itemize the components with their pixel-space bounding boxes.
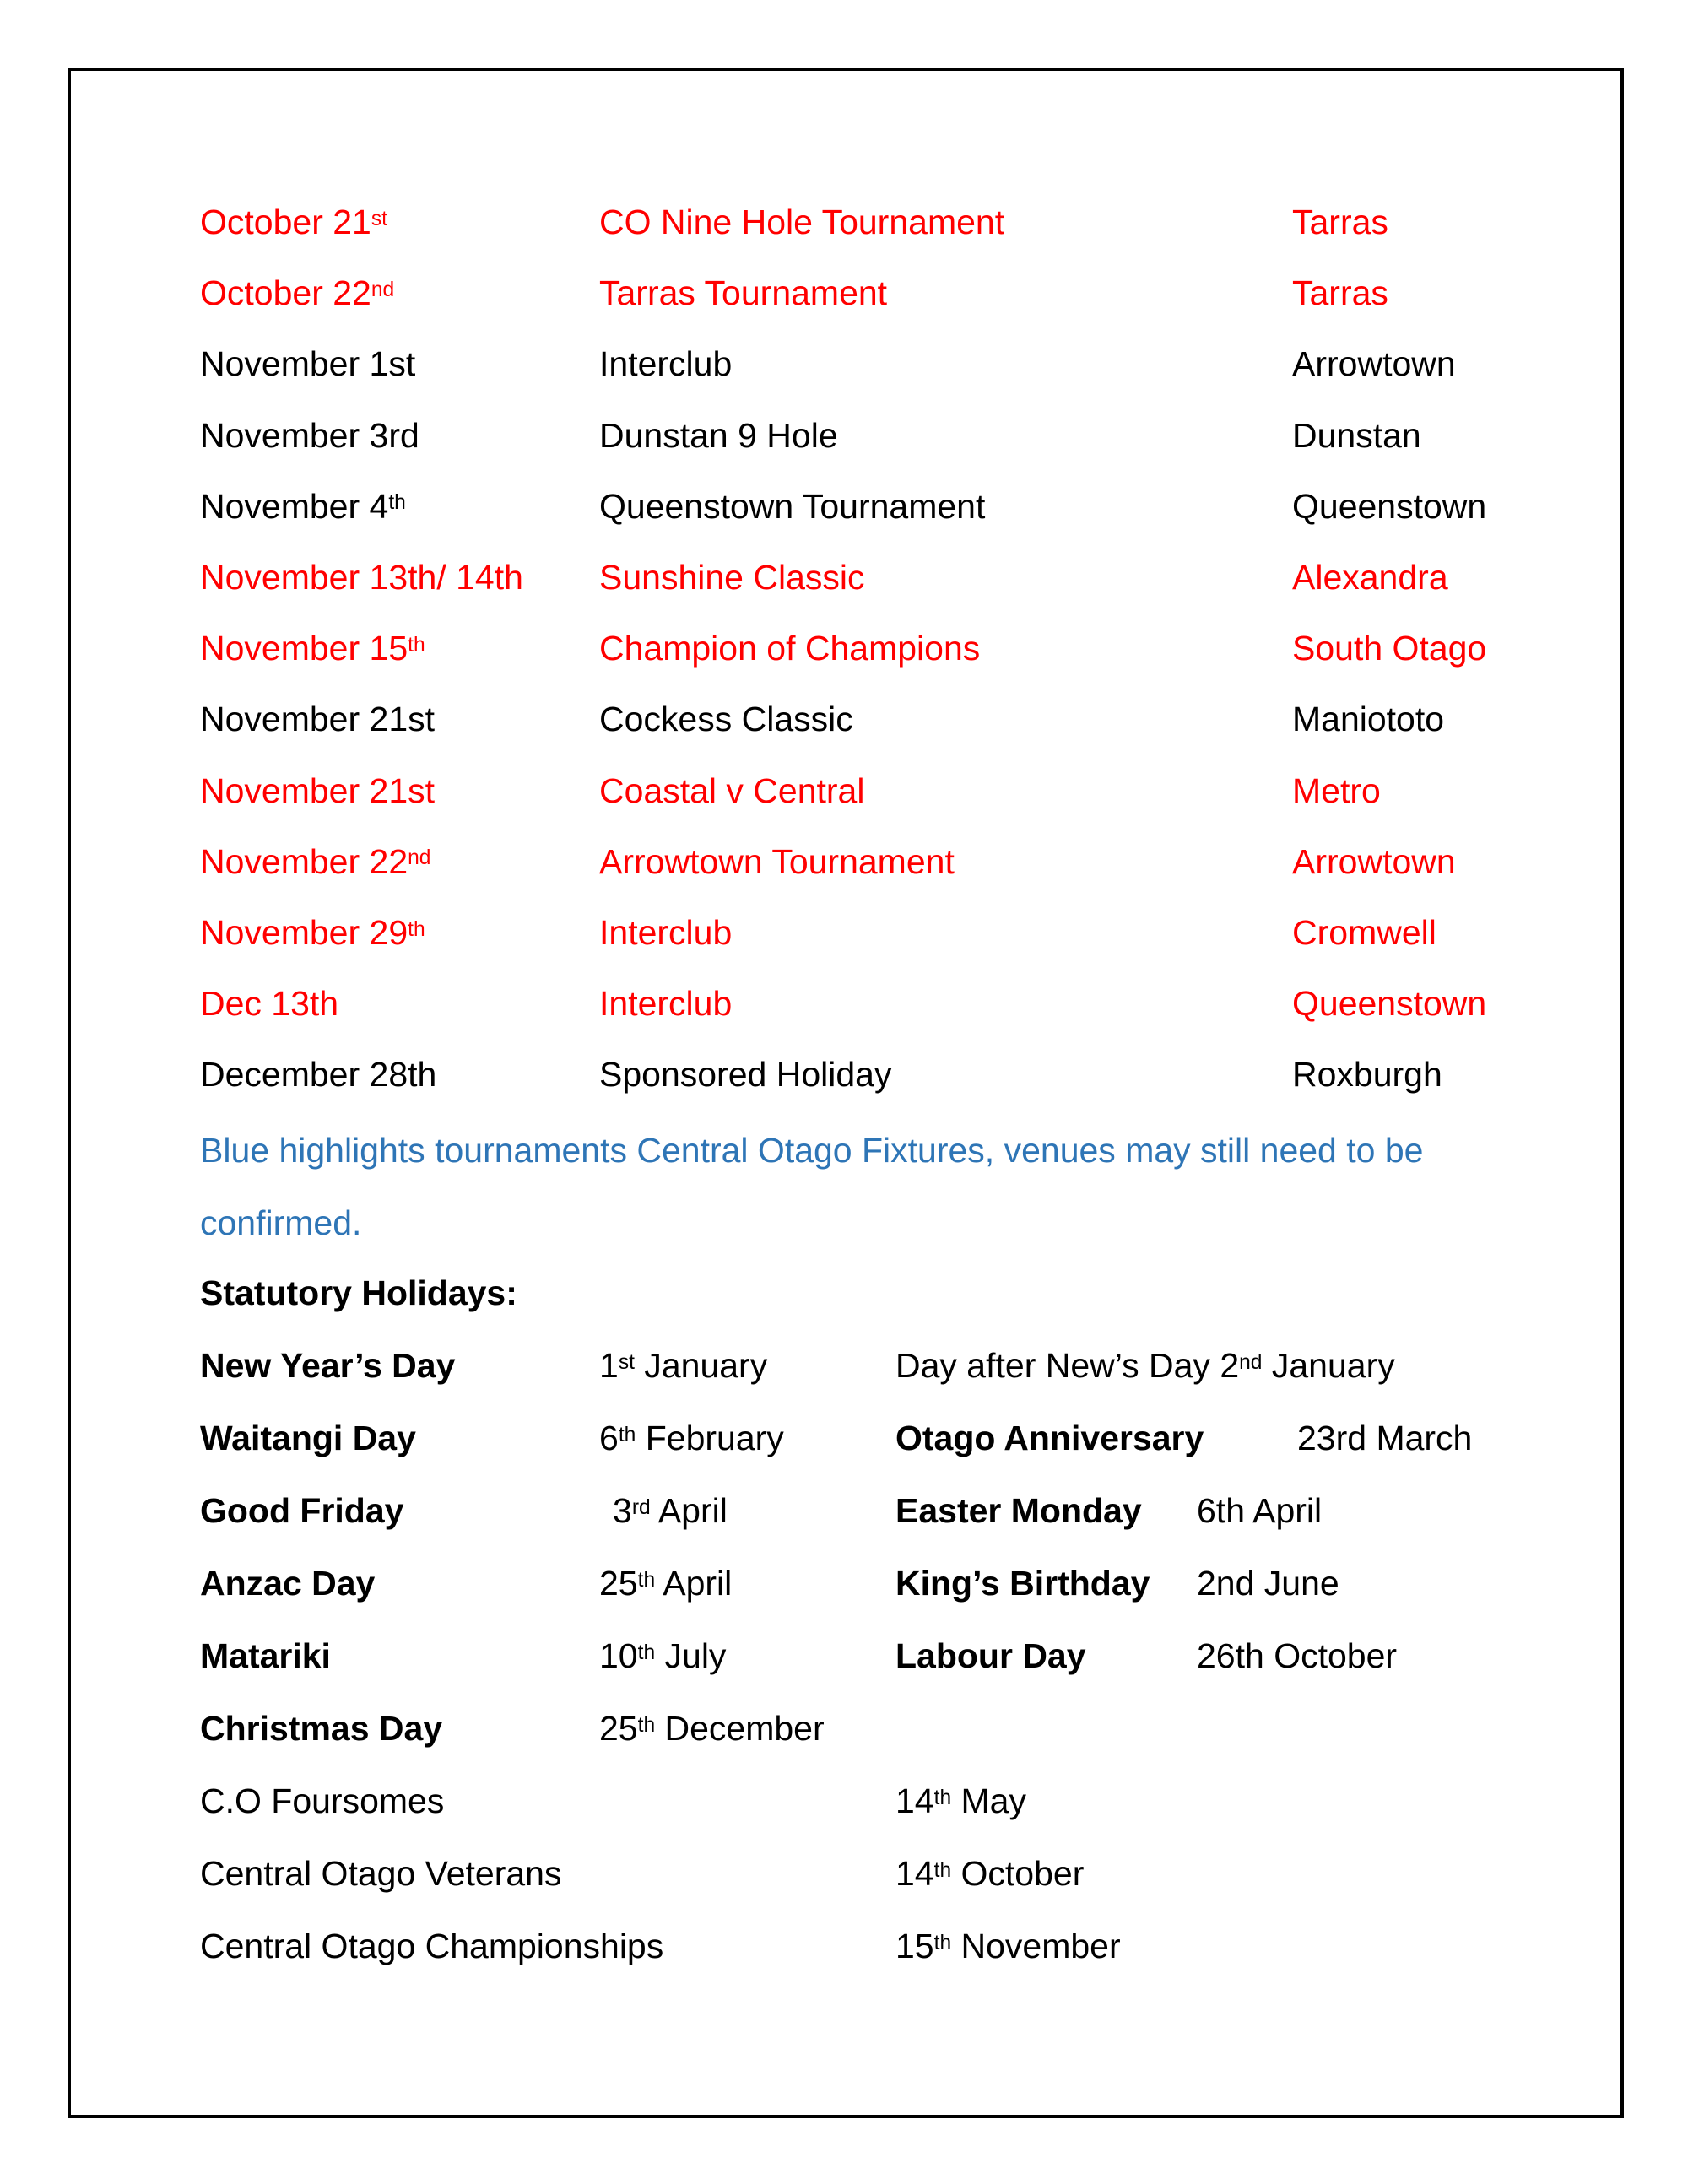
text-segment: Christmas Day <box>200 1709 443 1748</box>
holiday-date <box>895 1929 1121 1964</box>
fixture-date <box>200 984 339 1024</box>
fixture-row <box>200 984 1626 1046</box>
fixture-date <box>200 702 435 737</box>
fixture-date <box>200 415 419 455</box>
text-segment: January <box>1262 1346 1395 1385</box>
holiday-date <box>599 1566 732 1601</box>
fixture-date <box>200 841 431 881</box>
statutory-heading: Statutory Holidays: <box>200 1273 517 1312</box>
fixture-venue: Queenstown <box>1292 486 1487 526</box>
fixture-venue: Arrowtown <box>1292 841 1456 881</box>
fixture-venue: Maniototo <box>1292 700 1445 739</box>
text-segment: November 4 <box>200 486 389 526</box>
holiday-name <box>895 1636 1086 1675</box>
fixture-event: Interclub <box>599 913 733 952</box>
text-segment: January <box>634 1346 768 1385</box>
fixture-event: Coastal v Central <box>599 770 865 810</box>
ordinal-superscript: th <box>408 917 425 941</box>
text-segment: King’s Birthday <box>895 1564 1150 1603</box>
fixture-venue: Tarras <box>1292 203 1388 241</box>
text-segment: Labour Day <box>895 1636 1086 1675</box>
holiday-date <box>895 1781 1026 1820</box>
ordinal-superscript: st <box>371 207 387 230</box>
ordinal-superscript: th <box>408 633 425 657</box>
text-segment: November 22 <box>200 841 408 881</box>
holiday-name <box>200 1636 331 1675</box>
text-segment: 1 <box>599 1346 619 1385</box>
text-segment: New Year’s Day <box>200 1346 456 1385</box>
holiday-name <box>200 1421 416 1456</box>
text-segment: Easter Monday <box>895 1491 1142 1530</box>
fixture-event: Interclub <box>599 984 733 1024</box>
text-segment: 3 <box>613 1491 632 1530</box>
fixture-date <box>200 486 406 526</box>
text-segment: 14 <box>895 1781 934 1820</box>
holiday-name <box>200 1346 456 1385</box>
holiday-date <box>613 1491 728 1530</box>
ordinal-superscript: th <box>618 1423 636 1446</box>
fixture-event: Arrowtown Tournament <box>599 841 955 881</box>
ordinal-superscript: nd <box>1239 1350 1263 1374</box>
fixture-venue: Cromwell <box>1292 913 1436 952</box>
text-segment: 6 <box>599 1419 619 1457</box>
text-segment: May <box>951 1781 1026 1820</box>
holiday-row <box>200 1781 1626 1843</box>
text-segment: 26th October <box>1197 1636 1398 1675</box>
holiday-row <box>200 1421 1626 1480</box>
fixture-row <box>200 560 1626 619</box>
ordinal-superscript: nd <box>371 278 395 301</box>
text-segment: July <box>655 1636 727 1675</box>
fixture-date <box>200 631 425 666</box>
text-segment: April <box>655 1564 733 1603</box>
ordinal-superscript: nd <box>408 846 431 870</box>
fixture-venue: Arrowtown <box>1292 344 1456 384</box>
text-segment: Day after New’s Day 2 <box>895 1346 1240 1385</box>
fixture-event: Sponsored Holiday <box>599 1055 892 1095</box>
text-segment: 25 <box>599 1564 638 1603</box>
holiday-date <box>1197 1566 1339 1601</box>
holiday-name <box>895 1566 1150 1601</box>
fixture-event: Tarras Tournament <box>599 273 888 313</box>
fixture-event: Champion of Champions <box>599 629 981 668</box>
fixture-date <box>200 560 523 595</box>
fixture-date <box>200 1055 437 1095</box>
fixture-date <box>200 770 436 810</box>
text-segment: Waitangi Day <box>200 1419 416 1457</box>
fixture-event: Sunshine Classic <box>599 558 865 597</box>
holiday-name <box>200 1491 404 1530</box>
fixture-date <box>200 913 425 952</box>
fixture-event: CO Nine Hole Tournament <box>599 203 1005 241</box>
holiday-date <box>1297 1421 1472 1456</box>
fixture-event: Queenstown Tournament <box>599 486 986 526</box>
holiday-row <box>200 1711 1626 1770</box>
holiday-row <box>200 1854 1626 1916</box>
text-segment: November <box>951 1927 1121 1965</box>
holiday-date <box>599 1636 727 1675</box>
holiday-date <box>895 1346 1395 1385</box>
text-segment: October 22 <box>200 273 371 313</box>
fixture-row <box>200 841 1626 904</box>
text-segment: November 21st <box>200 770 436 810</box>
fixture-row <box>200 415 1626 478</box>
fixture-row <box>200 205 1626 264</box>
fixture-venue: Dunstan <box>1292 415 1421 455</box>
text-segment: December 28th <box>200 1055 437 1095</box>
ordinal-superscript: rd <box>631 1495 651 1519</box>
text-segment: November 21st <box>200 700 436 739</box>
fixture-date <box>200 205 387 240</box>
holiday-name <box>895 1491 1142 1530</box>
holiday-row <box>200 1566 1626 1625</box>
text-segment: 10 <box>599 1636 638 1675</box>
fixture-venue: Queenstown <box>1292 984 1487 1024</box>
holiday-row <box>200 1929 1626 1988</box>
text-segment: 15 <box>895 1927 934 1965</box>
fixture-venue: Alexandra <box>1292 558 1448 597</box>
ordinal-superscript: th <box>933 1786 952 1809</box>
text-segment: Otago Anniversary <box>895 1419 1204 1457</box>
holiday-row <box>200 1636 1626 1698</box>
holiday-date <box>200 1854 562 1893</box>
text-segment: February <box>636 1419 784 1457</box>
holiday-row <box>200 1491 1626 1553</box>
text-segment: 25 <box>599 1709 638 1748</box>
fixture-row <box>200 486 1626 549</box>
fixture-venue: Roxburgh <box>1292 1055 1442 1095</box>
holiday-date <box>599 1346 768 1385</box>
ordinal-superscript: th <box>388 491 406 515</box>
text-segment: Central Otago Veterans <box>200 1854 562 1893</box>
text-segment: October 21 <box>200 203 371 241</box>
ordinal-superscript: th <box>933 1858 952 1882</box>
text-segment: Good Friday <box>200 1491 404 1530</box>
fixture-date <box>200 273 395 313</box>
holiday-date <box>1197 1636 1398 1675</box>
note-line-1: Blue highlights tournaments Central Otago Fixtures, venues may still need to be <box>200 1131 1424 1170</box>
fixture-row <box>200 273 1626 335</box>
holiday-name <box>895 1421 1204 1456</box>
text-segment: November 1st <box>200 344 416 384</box>
holiday-row <box>200 1346 1626 1408</box>
text-segment: 2nd June <box>1197 1564 1339 1603</box>
text-segment: November 29 <box>200 913 408 952</box>
ordinal-superscript: th <box>637 1568 656 1592</box>
text-segment: Matariki <box>200 1636 331 1675</box>
text-segment: 23rd March <box>1297 1419 1473 1457</box>
holiday-date <box>1197 1491 1323 1530</box>
fixture-row <box>200 770 1626 833</box>
note-line-2: confirmed. <box>200 1203 362 1242</box>
text-segment: December <box>655 1709 825 1748</box>
ordinal-superscript: st <box>618 1350 635 1374</box>
ordinal-superscript: th <box>933 1931 952 1954</box>
fixture-event: Interclub <box>599 344 733 384</box>
fixture-row <box>200 344 1626 406</box>
text-segment: April <box>650 1491 728 1530</box>
fixture-event: Cockess Classic <box>599 700 853 739</box>
text-segment: Dec 13th <box>200 984 339 1024</box>
text-segment: C.O Foursomes <box>200 1781 445 1820</box>
text-segment: 14 <box>895 1854 934 1893</box>
fixture-row <box>200 702 1626 761</box>
fixture-venue: Metro <box>1292 770 1381 810</box>
fixture-row <box>200 1057 1626 1116</box>
holiday-date <box>599 1421 784 1456</box>
holiday-date <box>895 1854 1085 1893</box>
text-segment: November 15 <box>200 629 408 668</box>
fixture-row <box>200 913 1626 975</box>
fixture-venue: Tarras <box>1292 273 1388 313</box>
fixture-date <box>200 344 416 384</box>
fixture-row <box>200 631 1626 690</box>
text-segment: Central Otago Championships <box>200 1927 664 1965</box>
text-segment: October <box>951 1854 1085 1893</box>
holiday-date <box>200 1929 663 1964</box>
text-segment: November 13th/ 14th <box>200 558 523 597</box>
fixture-event: Dunstan 9 Hole <box>599 415 838 455</box>
holiday-name <box>200 1711 442 1746</box>
text-segment: 6th April <box>1197 1491 1323 1530</box>
text-segment: Anzac Day <box>200 1564 376 1603</box>
holiday-name <box>200 1566 375 1601</box>
text-segment: November 3rd <box>200 415 419 455</box>
fixture-venue: South Otago <box>1292 629 1487 668</box>
holiday-date <box>200 1781 445 1820</box>
ordinal-superscript: th <box>637 1713 656 1737</box>
holiday-date <box>599 1711 825 1746</box>
ordinal-superscript: th <box>637 1641 656 1664</box>
